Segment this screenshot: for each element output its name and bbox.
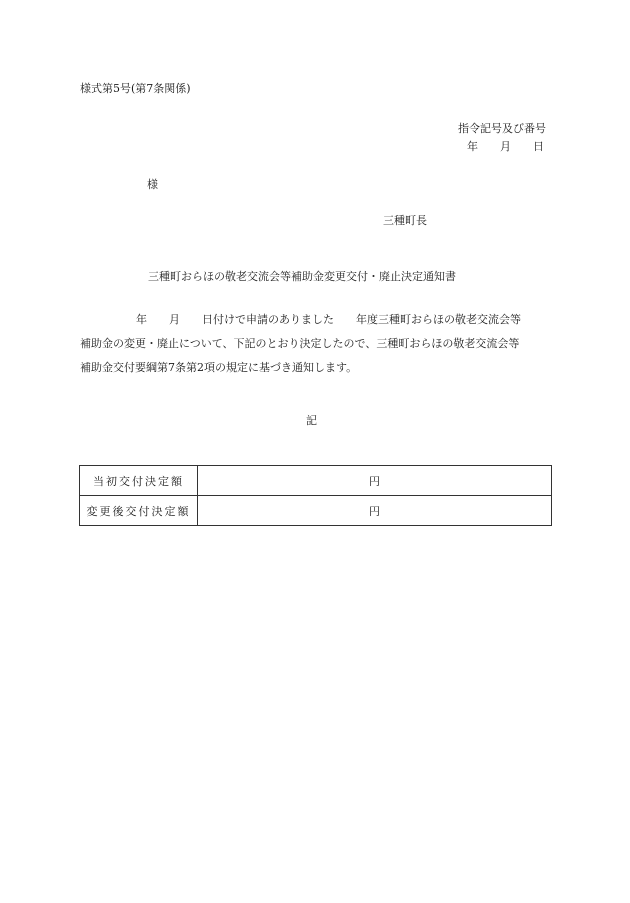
changed-amount-label: 変更後交付決定額 — [80, 496, 198, 526]
reference-number-label: 指令記号及び番号 — [458, 122, 546, 135]
date-month: 月 — [500, 140, 511, 153]
date-day: 日 — [533, 140, 544, 153]
body-line-3: 補助金交付要綱第7条第2項の規定に基づき通知します。 — [80, 361, 358, 374]
date-year: 年 — [467, 140, 478, 153]
issue-date — [467, 138, 544, 154]
ki-heading: 記 — [306, 414, 317, 427]
table-row — [80, 496, 552, 526]
amounts-table — [79, 465, 552, 526]
table-row — [80, 466, 552, 496]
document-body — [80, 308, 550, 380]
document-title: 三種町おらほの敬老交流会等補助金変更交付・廃止決定通知書 — [148, 270, 456, 283]
body-line-1 — [80, 308, 550, 332]
body-month-label: 月 — [169, 313, 180, 326]
body-fiscal-year-text: 年度三種町おらほの敬老交流会等 — [356, 313, 521, 326]
body-day-text: 日付けで申請のありました — [202, 313, 334, 326]
body-line-2: 補助金の変更・廃止について、下記のとおり決定したので、三種町おらほの敬老交流会等 — [80, 337, 520, 350]
initial-amount-label: 当初交付決定額 — [80, 466, 198, 496]
changed-amount-value[interactable]: 円 — [198, 496, 552, 526]
issuer-name: 三種町長 — [383, 214, 427, 227]
addressee-suffix: 様 — [147, 178, 158, 191]
form-number: 様式第5号(第7条関係) — [80, 82, 191, 95]
body-year-label: 年 — [136, 313, 147, 326]
initial-amount-value[interactable]: 円 — [198, 466, 552, 496]
